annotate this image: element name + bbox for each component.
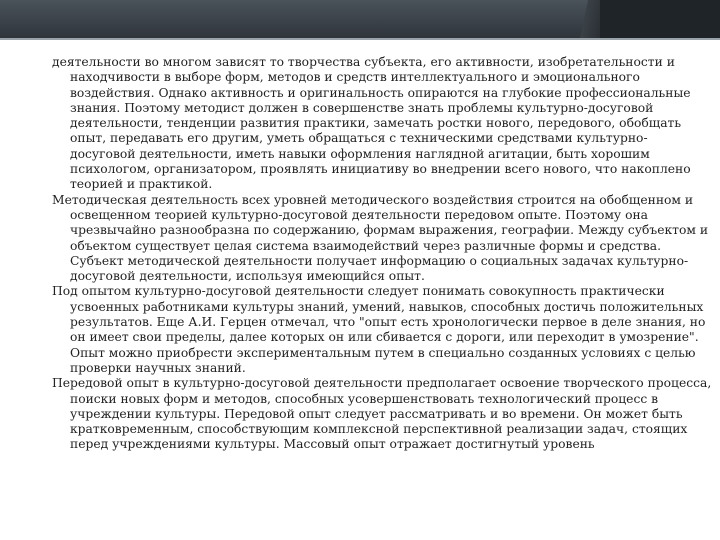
slide-body-text [52,55,712,453]
header-underline [0,38,720,40]
header-accent-block [600,0,720,38]
paragraph-2: Методическая деятельность всех уровней методического воздействия строится на обобщенном и освещенном теорией культурно-досуговой деятельности передовом опыте. Поэтому она чрезвычайно разнообразна по содержанию, формам выражения, географии. Между субъектом и объектом существует целая система взаимодействий через различные формы и средства. Субъект методической деятельности получает информацию о социальных задачах культурно-досуговой деятельности, используя имеющийся опыт. [52,192,709,284]
paragraph-4: Передовой опыт в культурно-досуговой деятельности предполагает освоение творческого процесса, поиски новых форм и методов, способных усовершенствовать технологический процесс в учреждении культуры. Передовой опыт следует рассматривать и во времени. Он может быть кратковременным, способствующим комплексной перспективной реализации задач, стоящих перед учреждениями культуры. Массовый опыт отражает достигнутый уровень [52,376,712,452]
paragraph-3: Под опытом культурно-досуговой деятельности следует понимать совокупность практически усвоенных работниками культуры знаний, умений, навыков, способных достичь положительных результатов. Еще А.И. Герцен отмечал, что "опыт есть хронологически первое в деле знания, но он имеет свои пределы, далее которых он или сбивается с дороги, или переходит в умозрение". Опыт можно приобрести экспериментальным путем в специально созданных условиях с целью проверки научных знаний. [52,284,706,375]
paragraph-1: деятельности во многом зависят то творчества субъекта, его активности, изобретательности и находчивости в выборе форм, методов и средств интеллектуального и эмоционального воздействия. Однако активность и оригинальность опираются на глубокие профессиональные знания. Поэтому методист должен в совершенстве знать проблемы культурно-досуговой деятельности, тенденции развития практики, замечать ростки нового, передового, обобщать опыт, передавать его другим, уметь обращаться с техническими средствами культурно-досуговой деятельности, иметь навыки оформления наглядной агитации, быть хорошим психологом, организатором, проявлять инициативу во внедрении всего нового, что накоплено теорией и практикой. [52,55,691,192]
